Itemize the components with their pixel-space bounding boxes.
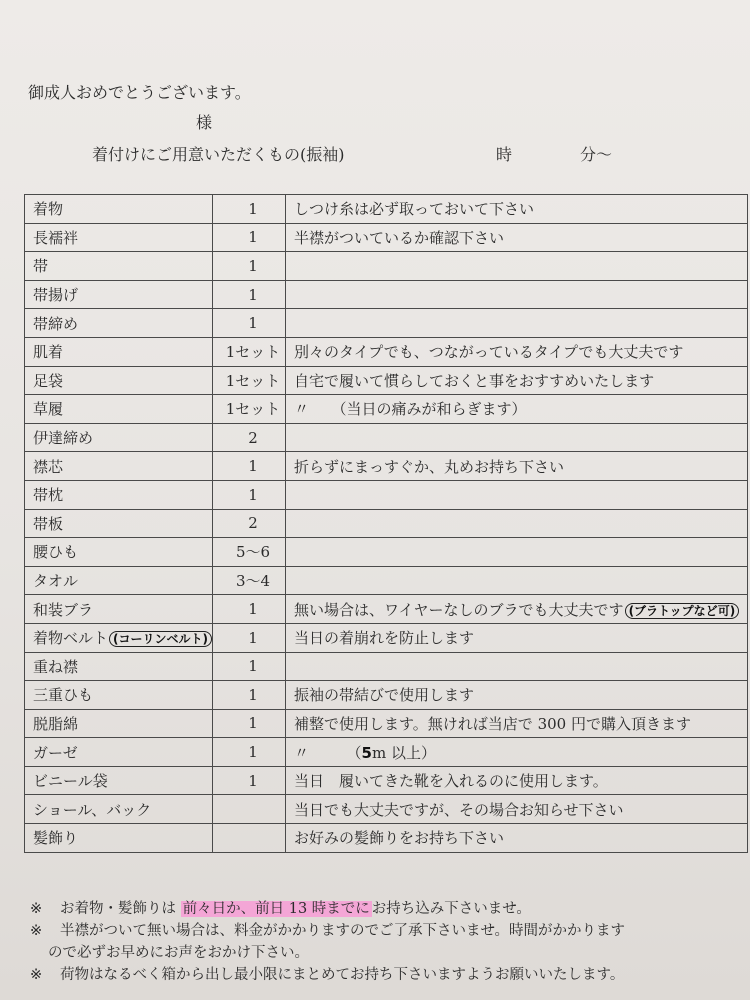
item-note: 折らずにまっすぐか、丸めお持ち下さい — [294, 457, 565, 476]
item-note-cell — [286, 452, 748, 481]
item-name-cell — [25, 337, 213, 366]
subtitle: 着付けにご用意いただくもの(振袖) — [92, 145, 345, 164]
item-note-cell — [286, 337, 748, 366]
table-row — [25, 423, 748, 452]
note-1-before: お着物・髪飾りは — [60, 901, 176, 917]
table-row — [25, 252, 748, 281]
item-name-cell — [25, 252, 213, 281]
note-mark: ※ — [30, 901, 43, 917]
table-row — [25, 309, 748, 338]
item-name-cell — [25, 280, 213, 309]
item-note: しつけ糸は必ず取っておいて下さい — [294, 200, 535, 219]
item-name-cell — [25, 509, 213, 538]
table-row — [25, 337, 748, 366]
item-qty: 3〜4 — [213, 566, 286, 595]
item-qty: 1 — [213, 595, 286, 624]
item-name-cell — [25, 766, 213, 795]
item-name: 草履 — [33, 400, 64, 419]
note-1-highlight: 前々日か、前日 13 時までに — [182, 901, 370, 917]
item-note-cell — [286, 709, 748, 738]
item-note-cell — [286, 566, 748, 595]
item-name-cell — [25, 195, 213, 224]
item-note-cell — [286, 480, 748, 509]
item-name: ガーゼ — [33, 743, 78, 762]
item-note-cell — [286, 824, 748, 853]
note-2-continued — [30, 942, 625, 964]
item-qty: 1 — [213, 738, 286, 767]
item-note-cell — [286, 623, 748, 652]
item-name-cell — [25, 795, 213, 824]
table-row — [25, 480, 748, 509]
table-row — [25, 566, 748, 595]
item-note-after: m 以上） — [371, 743, 436, 762]
item-name: 帯締め — [33, 314, 79, 333]
item-note: 半襟がついているか確認下さい — [294, 228, 505, 247]
item-note-cell — [286, 423, 748, 452]
table-row — [25, 709, 748, 738]
items-table — [24, 194, 748, 853]
item-qty: 2 — [213, 423, 286, 452]
item-name: 長襦袢 — [33, 228, 79, 247]
greeting: 御成人おめでとうございます。 — [28, 83, 251, 102]
item-note: 〃 （ — [294, 743, 362, 762]
item-name: 和装ブラ — [33, 600, 94, 619]
item-qty: 1 — [213, 623, 286, 652]
item-name-cell — [25, 309, 213, 338]
item-qty: 1 — [213, 480, 286, 509]
item-note: 自宅で履いて慣らしておくと事をおすすめいたします — [294, 371, 655, 390]
item-note: 補整で使用します。無ければ当店で 300 円で購入頂きます — [294, 714, 691, 733]
item-note: 当日でも大丈夫ですが、その場合お知らせ下さい — [294, 800, 624, 819]
item-name: 脱脂綿 — [33, 714, 79, 733]
item-name: ショール、バック — [33, 800, 152, 819]
item-qty: 1セット — [213, 337, 286, 366]
item-note-cell — [286, 538, 748, 567]
item-qty: 1 — [213, 309, 286, 338]
item-name-cell — [25, 366, 213, 395]
item-note-cell — [286, 252, 748, 281]
table-row — [25, 681, 748, 710]
table-row — [25, 223, 748, 252]
item-name: タオル — [33, 572, 79, 591]
item-qty: 1セット — [213, 395, 286, 424]
item-name: 肌着 — [33, 343, 64, 362]
item-note: 無い場合は、ワイヤーなしのブラでも大丈夫です — [294, 600, 624, 619]
item-name-cell — [25, 709, 213, 738]
item-name-cell — [25, 566, 213, 595]
item-qty: 1 — [213, 681, 286, 710]
table-row — [25, 824, 748, 853]
item-name: 足袋 — [33, 371, 64, 390]
time-hour-label: 時 — [496, 145, 513, 164]
time-minute-label: 分〜 — [580, 145, 613, 164]
item-name: 髪飾り — [33, 829, 79, 848]
item-name-cell — [25, 824, 213, 853]
item-qty: 5〜6 — [213, 538, 286, 567]
item-name: 襟芯 — [33, 457, 64, 476]
note-3 — [30, 964, 625, 986]
item-qty: 1 — [213, 280, 286, 309]
item-note-cell — [286, 595, 748, 624]
item-note: お好みの髪飾りをお持ち下さい — [294, 829, 505, 848]
item-note-cell — [286, 195, 748, 224]
handwritten-digit: 5 — [361, 743, 372, 762]
item-note: 当日 履いてきた靴を入れるのに使用します。 — [294, 772, 608, 791]
table-row — [25, 195, 748, 224]
item-qty: 1 — [213, 766, 286, 795]
item-name-cell — [25, 681, 213, 710]
item-note: 振袖の帯結びで使用します — [294, 686, 475, 705]
item-note: 〃 （当日の痛みが和らぎます） — [294, 400, 527, 419]
item-qty — [213, 824, 286, 853]
note-mark: ※ — [30, 923, 43, 939]
item-name: 腰ひも — [33, 543, 79, 562]
item-note-cell — [286, 309, 748, 338]
item-name-cell — [25, 652, 213, 681]
table-row — [25, 452, 748, 481]
item-name: 三重ひも — [33, 686, 94, 705]
honorific-sama: 様 — [196, 113, 213, 132]
note-3-text: 荷物はなるべく箱から出し最小限にまとめてお持ち下さいますようお願いいたします。 — [60, 967, 625, 983]
item-note-cell — [286, 223, 748, 252]
table-row — [25, 795, 748, 824]
note-1 — [30, 898, 625, 920]
table-row — [25, 509, 748, 538]
note-mark: ※ — [30, 967, 43, 983]
item-note-cell — [286, 738, 748, 767]
table-row — [25, 538, 748, 567]
note-2-line1: 半襟がついて無い場合は、料金がかかりますのでご了承下さいませ。時間がかかります — [60, 923, 626, 939]
item-name: ビニール袋 — [33, 772, 108, 791]
item-name: 帯 — [33, 257, 49, 276]
item-name: 帯板 — [33, 514, 64, 533]
item-qty: 1 — [213, 252, 286, 281]
item-name-cell — [25, 423, 213, 452]
item-name-cell — [25, 452, 213, 481]
item-note-cell — [286, 766, 748, 795]
notes-section — [30, 898, 625, 986]
item-qty: 1 — [213, 452, 286, 481]
item-name: 着物ベルト — [33, 629, 109, 648]
item-name-cell — [25, 480, 213, 509]
handwritten-note: (コーリンベルト) — [109, 631, 212, 647]
table-row — [25, 366, 748, 395]
item-note-cell — [286, 280, 748, 309]
table-row — [25, 738, 748, 767]
item-note: 当日の着崩れを防止します — [294, 629, 475, 648]
table-row — [25, 595, 748, 624]
handwritten-note: (ブラトップなど可) — [625, 603, 740, 619]
item-note-cell — [286, 681, 748, 710]
item-note-cell — [286, 509, 748, 538]
item-name-cell — [25, 395, 213, 424]
note-2 — [30, 920, 625, 942]
item-note-cell — [286, 652, 748, 681]
item-qty: 1 — [213, 709, 286, 738]
note-1-after: お持ち込み下さいませ。 — [371, 901, 531, 917]
item-qty: 1 — [213, 223, 286, 252]
item-note-cell — [286, 795, 748, 824]
item-name: 伊達締め — [33, 429, 94, 448]
table-row — [25, 623, 748, 652]
item-note-cell — [286, 395, 748, 424]
item-qty — [213, 795, 286, 824]
table-row — [25, 766, 748, 795]
item-note-cell — [286, 366, 748, 395]
item-name: 着物 — [33, 200, 64, 219]
item-name: 帯揚げ — [33, 286, 79, 305]
item-qty: 2 — [213, 509, 286, 538]
table-row — [25, 280, 748, 309]
item-name: 重ね襟 — [33, 657, 79, 676]
item-name: 帯枕 — [33, 486, 64, 505]
item-name-cell — [25, 538, 213, 567]
item-name-cell — [25, 623, 213, 652]
item-qty: 1 — [213, 652, 286, 681]
item-name-cell — [25, 595, 213, 624]
item-note: 別々のタイプでも、つながっているタイプでも大丈夫です — [294, 343, 684, 362]
item-name-cell — [25, 738, 213, 767]
table-row — [25, 395, 748, 424]
item-qty: 1セット — [213, 366, 286, 395]
note-2-line2: ので必ずお早めにお声をおかけ下さい。 — [48, 945, 309, 961]
item-qty: 1 — [213, 195, 286, 224]
table-row — [25, 652, 748, 681]
item-name-cell — [25, 223, 213, 252]
